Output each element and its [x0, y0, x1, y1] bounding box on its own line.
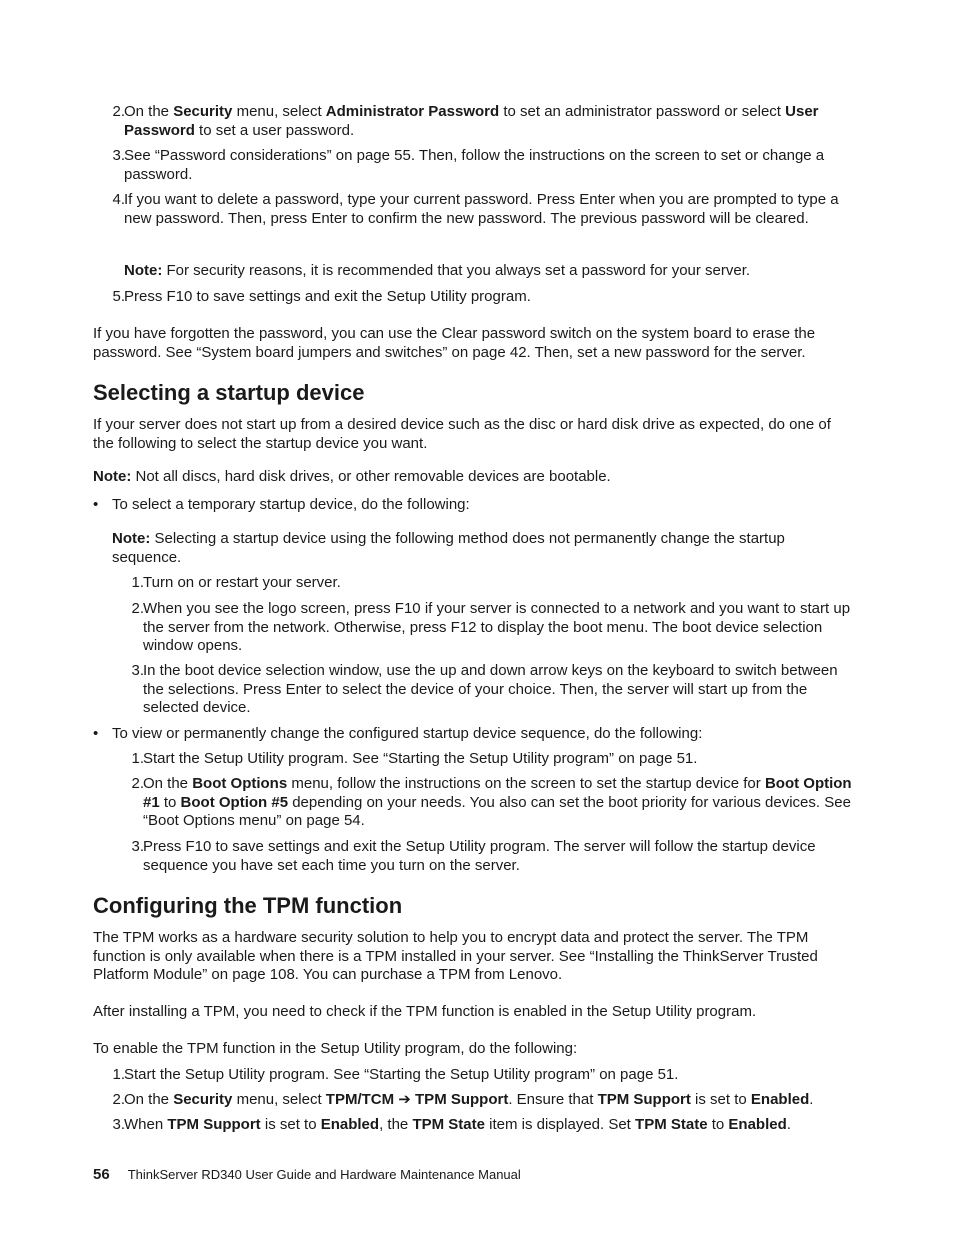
text-run: menu, follow the instructions on the screen to set the startup device for [287, 775, 765, 792]
text-run: On the [143, 775, 193, 792]
bullet-text: To select a temporary startup device, do the following: [112, 496, 470, 513]
text-run: menu, select [232, 103, 326, 120]
text-run: to [159, 793, 181, 811]
list-number: 2. [112, 103, 125, 120]
note-text: Selecting a startup device using the following method does not permanently change the startup sequence. [112, 530, 785, 566]
bold-text: TPM Support [597, 1091, 691, 1108]
bold-text: TPM State [635, 1116, 708, 1133]
text-run: . [786, 1116, 791, 1133]
list-text [124, 1116, 853, 1135]
bold-text: Security [173, 103, 233, 120]
list-number: 1. [131, 750, 144, 767]
list-text [124, 1066, 853, 1085]
list-item [122, 750, 853, 769]
list-item [103, 1091, 853, 1110]
section-heading: Selecting a startup device [93, 380, 365, 405]
list-text [143, 838, 853, 875]
note-label: Note: [124, 262, 163, 279]
list-number: 3. [112, 1116, 125, 1133]
bold-text: Enabled [750, 1091, 810, 1108]
list-number: 3. [131, 662, 144, 679]
bullet-text: To view or permanently change the configured startup device sequence, do the following: [112, 725, 703, 742]
list-item [122, 838, 853, 875]
text-run: Start the Setup Utility program. See “Starting the Setup Utility program” on page 51. [143, 750, 698, 767]
page-number: 56 [93, 1166, 110, 1183]
paragraph: After installing a TPM, you need to check if the TPM function is enabled in the Setup Utility program. [93, 1003, 757, 1020]
note-label: Note: [112, 530, 151, 547]
list-text [124, 103, 853, 140]
list-number: 5. [112, 288, 125, 305]
text-run: When you see the logo screen, press F10 if your server is connected to a network and you want to start up the server from the network. Otherwise, press F12 to display the boot menu. The boot device selection window opens. [143, 600, 851, 654]
note-label: Note: [93, 468, 132, 485]
text-run: is set to [260, 1116, 321, 1133]
list-text [143, 750, 853, 769]
list-number: 2. [131, 775, 144, 792]
list-text [124, 147, 853, 184]
list-item [122, 662, 853, 718]
list-item [103, 191, 853, 228]
list-item [122, 600, 853, 656]
list-item [122, 574, 853, 593]
page-footer [93, 1166, 521, 1184]
bold-text: Enabled [728, 1116, 787, 1133]
bold-text: User Password [124, 103, 819, 139]
bold-text: Boot Options [192, 775, 288, 792]
bold-text: TPM/TCM ➔ TPM Support [325, 1091, 509, 1108]
text-run: to [707, 1116, 729, 1133]
text-run: When [124, 1116, 168, 1133]
list-number: 1. [112, 1066, 125, 1083]
text-run: depending on your needs. You also can set the boot priority for various devices. See “Boot Options menu” on page 54. [143, 793, 851, 829]
text-run: In the boot device selection window, use the up and down arrow keys on the keyboard to switch between the selections. Press Enter to select the device of your choice. Then, the server will start up from the selected device. [143, 662, 838, 716]
text-run: , the [379, 1116, 413, 1133]
bullet-item [93, 725, 853, 744]
text-run: Start the Setup Utility program. See “Starting the Setup Utility program” on page 51. [124, 1066, 679, 1083]
list-item [103, 1066, 853, 1085]
text-run: . [809, 1091, 814, 1108]
text-run: Turn on or restart your server. [143, 574, 341, 591]
text-run: See “Password considerations” on page 55. Then, follow the instructions on the screen to set or change a password. [124, 147, 825, 183]
text-run: is set to [690, 1091, 751, 1108]
section-heading: Configuring the TPM function [93, 893, 403, 918]
bullet-icon: • [93, 725, 99, 742]
text-run: On the [124, 103, 174, 120]
text-run: menu, select [232, 1091, 326, 1108]
list-item [103, 288, 853, 307]
paragraph: The TPM works as a hardware security solution to help you to encrypt data and protect the server. The TPM function is only available when there is a TPM installed in your server. See “Installing the ThinkServer Trusted Platform Module” on page 108. You can purchase a TPM from Lenovo. [93, 929, 818, 983]
list-text [143, 775, 853, 831]
bullet-icon: • [93, 496, 99, 513]
bold-text: Administrator Password [325, 103, 500, 120]
list-number: 2. [112, 1091, 125, 1108]
paragraph: To enable the TPM function in the Setup Utility program, do the following: [93, 1040, 578, 1057]
bold-text: TPM State [412, 1116, 485, 1133]
list-number: 3. [131, 838, 144, 855]
list-text [143, 574, 853, 593]
bold-text: Boot Option #5 [180, 793, 289, 811]
note [93, 468, 853, 487]
text-run: to set an administrator password or select [499, 103, 786, 120]
list-number: 3. [112, 147, 125, 164]
text-run: . Ensure that [508, 1091, 598, 1108]
paragraph: If you have forgotten the password, you can use the Clear password switch on the system board to erase the password. See “System board jumpers and switches” on page 42. Then, set a new password for the server. [93, 325, 816, 361]
note [103, 262, 853, 281]
list-item [103, 147, 853, 184]
bold-text: Security [173, 1091, 233, 1108]
paragraph: If your server does not start up from a desired device such as the disc or hard disk drive as expected, do one of the following to select the startup device you want. [93, 416, 831, 452]
list-item [122, 775, 853, 831]
list-item [103, 103, 853, 140]
text-run: item is displayed. Set [484, 1116, 636, 1133]
bold-text: Boot Option #1 [143, 775, 852, 811]
text-run: If you want to delete a password, type your current password. Press Enter when you are prompted to type a new password. Then, press Enter to confirm the new password. The previous password will be cleared. [124, 191, 839, 227]
list-text [143, 600, 853, 656]
list-item [103, 1116, 853, 1135]
list-text [124, 1091, 853, 1110]
note-text: Not all discs, hard disk drives, or other removable devices are bootable. [131, 468, 611, 485]
list-number: 2. [131, 600, 144, 617]
list-number: 1. [131, 574, 144, 591]
list-number: 4. [112, 191, 125, 208]
bold-text: TPM Support [167, 1116, 261, 1133]
footer-title: ThinkServer RD340 User Guide and Hardware Maintenance Manual [127, 1167, 521, 1182]
list-text [124, 191, 853, 228]
text-run: to set a user password. [194, 121, 355, 139]
bullet-item [93, 496, 853, 515]
list-text [124, 288, 853, 307]
note [112, 530, 853, 567]
text-run: Press F10 to save settings and exit the Setup Utility program. [124, 288, 531, 305]
text-run: On the [124, 1091, 174, 1108]
note-text: For security reasons, it is recommended that you always set a password for your server. [162, 262, 751, 279]
text-run: Press F10 to save settings and exit the Setup Utility program. The server will follow the startup device sequence you have set each time you turn on the server. [143, 838, 816, 874]
bold-text: Enabled [320, 1116, 380, 1133]
list-text [143, 662, 853, 718]
